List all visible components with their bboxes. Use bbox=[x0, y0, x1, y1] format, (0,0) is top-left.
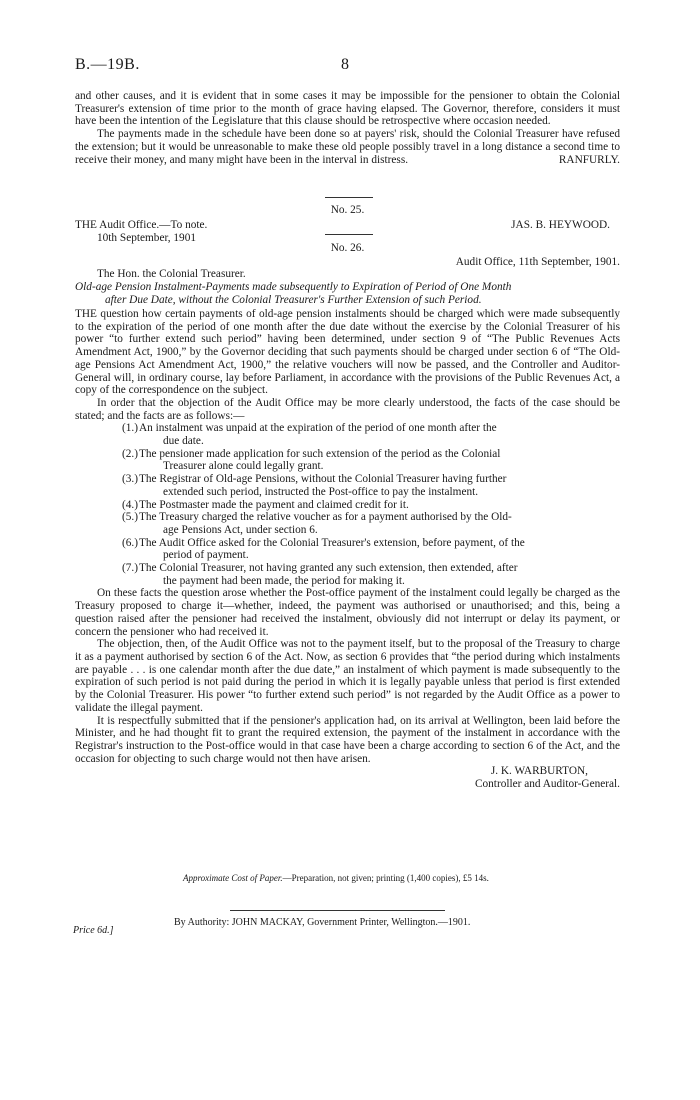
item-number: (4.) bbox=[122, 498, 138, 511]
list-item bbox=[75, 448, 620, 473]
item-text: An instalment was unpaid at the expiration of the period of one month after the bbox=[139, 422, 497, 435]
letter-place-date: Audit Office, 11th September, 1901. bbox=[455, 256, 620, 268]
paragraph: THE question how certain payments of old-age pension instalments should be charged which were made subsequently to the expiration of the period of one month after the due date without the exercise by the Colonial Treasurer of his power “to further extend such period” having been determined, under section 9 of “The Public Revenues Acts Amendment Act, 1900,” by the Governor deciding that such payments should be charged under section 6 of “The Old-age Pensions Act Amendment Act, 1900,” the relative vouchers will now be passed, and the Controller and Auditor-General will, in ordinary course, lay before Parliament, in accordance with the provisions of the Public Revenues Act, a copy of the correspondence on the subject. bbox=[75, 308, 620, 397]
list-item bbox=[75, 499, 620, 512]
paragraph: On these facts the question arose whether the Post-office payment of the instalment could legally be charged as the Treasury proposed to charge it—whether, indeed, the payment was authorised or unauthorised; and this, being a question raised after the pensioner had received the instalment, obviously did not interrupt or delay its payment, or concern the pensioner who had received it. bbox=[75, 587, 620, 638]
item-number: (6.) bbox=[122, 536, 138, 549]
item-number: (2.) bbox=[122, 447, 138, 460]
list-item bbox=[75, 562, 620, 587]
cost-note bbox=[183, 872, 603, 885]
item-number: (7.) bbox=[122, 562, 138, 575]
paragraph: It is respectfully submitted that if the pensioner's application had, on its arrival at Wellington, been laid before the Minister, and he had thought fit to grant the required extension, the payment of the instalment in accordance with the Registrar's instruction to the Post-office would in that case have been a charge according to section 6 of the Act, and the occasion for objecting to such charge would not then have arisen. bbox=[75, 714, 620, 765]
item-text: The Colonial Treasurer, not having granted any such extension, then extended, after bbox=[139, 562, 518, 575]
list-item bbox=[75, 511, 620, 536]
signature: RANFURLY. bbox=[558, 153, 620, 166]
letter-number: No. 25. bbox=[330, 204, 365, 216]
item-text: The Postmaster made the payment and claimed credit for it. bbox=[139, 498, 409, 511]
item-text: age Pensions Act, under section 6. bbox=[163, 523, 318, 536]
item-text: The Treasury charged the relative voucher as for a payment authorised by the Old- bbox=[139, 511, 512, 524]
item-text: due date. bbox=[163, 435, 204, 448]
price: Price 6d.] bbox=[73, 925, 114, 936]
paragraph: In order that the objection of the Audit Office may be more clearly understood, the facts of the case should be stated; and the facts are as follows:— bbox=[75, 396, 620, 422]
addressee: The Hon. the Colonial Treasurer. bbox=[97, 268, 246, 280]
section-divider bbox=[325, 234, 373, 235]
list-item bbox=[75, 422, 620, 447]
item-number: (5.) bbox=[122, 511, 138, 524]
paragraph: The objection, then, of the Audit Office was not to the payment itself, but to the proposal of the Treasury to charge it as a payment authorised by section 6 of the Act. Now, as section 6 provides that “the period during which instalments are payable . . . is one calendar month after the due date,” an instalment of which payment is made subsequently to the expiration of such period is not paid during the period in which it is legally payable unless that period is first extended by the Colonial Treasurer. His power “to further extend such period” is not regarded by the Audit Office as a power to validate the illegal payment. bbox=[75, 638, 620, 714]
signature-name: J. K. WARBURTON, bbox=[490, 765, 588, 778]
paragraph: The payments made in the schedule have been done so at payers' risk, should the Colonial Treasurer have refused the extension; but it would be unreasonable to make these old people possibly travel in a long distance a second time to receive their money, and many might have been in the interval in distress. bbox=[75, 128, 620, 166]
subject-line: Old-age Pension Instalment-Payments made subsequently to Expiration of Period of One Month bbox=[75, 281, 512, 293]
letter-number: No. 26. bbox=[330, 242, 365, 254]
cost-label: Approximate Cost of Paper. bbox=[183, 873, 283, 883]
memo-date: 10th September, 1901 bbox=[97, 232, 197, 244]
cost-text: —Preparation, not given; printing (1,400 copies), £5 14s. bbox=[282, 873, 489, 883]
list-item bbox=[75, 537, 620, 562]
signature: JAS. B. HEYWOOD. bbox=[511, 219, 610, 231]
item-text: period of payment. bbox=[163, 549, 249, 562]
item-text: The Audit Office asked for the Colonial Treasurer's extension, before payment, of the bbox=[139, 536, 525, 549]
footer-rule bbox=[230, 910, 445, 911]
item-number: (1.) bbox=[122, 422, 138, 435]
subject-line: after Due Date, without the Colonial Treasurer's Further Extension of such Period. bbox=[105, 294, 482, 306]
item-text: extended such period, instructed the Post-office to pay the instalment. bbox=[163, 485, 479, 498]
continued-letter bbox=[75, 90, 620, 166]
section-divider bbox=[325, 197, 373, 198]
page-header bbox=[75, 56, 620, 76]
item-text: the payment had been made, the period for making it. bbox=[163, 574, 405, 587]
item-text: The pensioner made application for such extension of the period as the Colonial bbox=[139, 447, 501, 460]
item-text: Treasurer alone could legally grant. bbox=[163, 460, 324, 473]
signature-title: Controller and Auditor-General. bbox=[474, 778, 620, 791]
item-text: The Registrar of Old-age Pensions, without the Colonial Treasurer having further bbox=[139, 473, 507, 486]
paragraph: and other causes, and it is evident that in some cases it may be impossible for the pensioner to obtain the Colonial Treasurer's extension of time prior to the month of grace having elapsed. The Governor, therefore, considers it must have been the intention of the Legislature that this clause should be retrospective where occasion needed. bbox=[75, 90, 620, 128]
memo-text: THE Audit Office.—To note. bbox=[75, 219, 208, 231]
document-reference: B.—19B. bbox=[75, 56, 140, 73]
item-number: (3.) bbox=[122, 473, 138, 486]
page-number: 8 bbox=[341, 56, 349, 73]
facts-list bbox=[75, 422, 620, 587]
list-item bbox=[75, 473, 620, 498]
letter-body bbox=[75, 308, 620, 791]
printer-authority: By Authority: JOHN MACKAY, Government Printer, Wellington.—1901. bbox=[174, 917, 471, 928]
